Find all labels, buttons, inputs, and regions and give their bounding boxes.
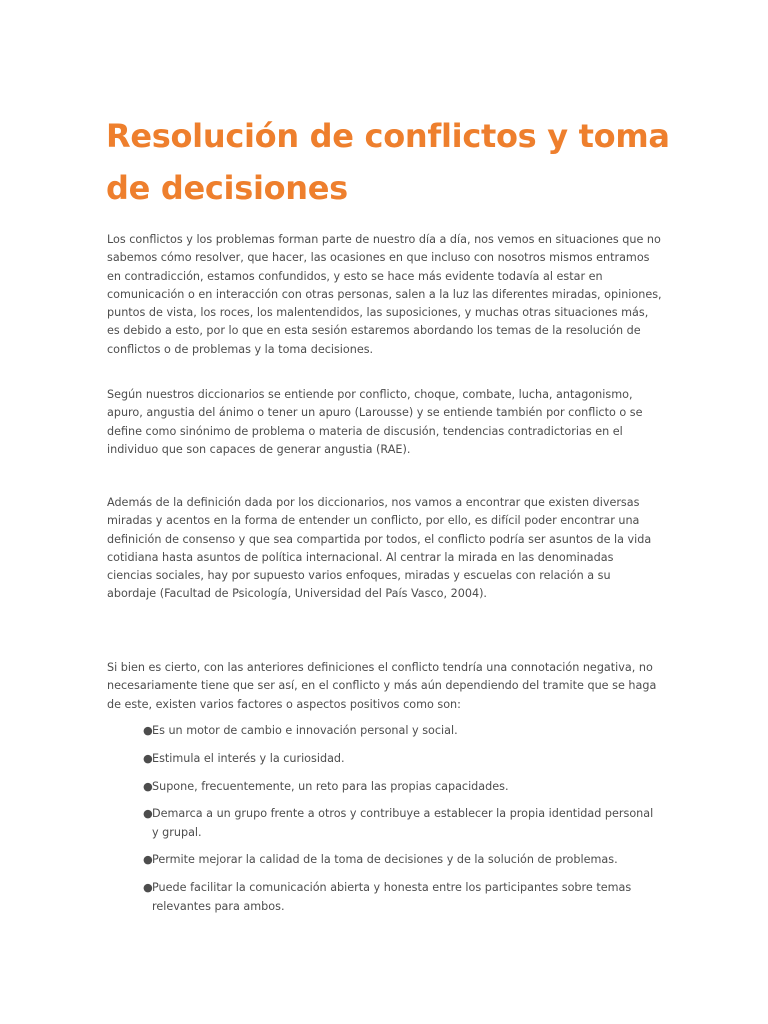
list-item-text: Demarca a un grupo frente a otros y contribuye a establecer la propia identidad personal y grupal. (152, 807, 654, 839)
document-title: Resolución de conflictos y toma de decisiones (106, 117, 670, 207)
bullet-icon: ● (143, 807, 153, 821)
paragraph-positive-aspects: Si bien es cierto, con las anteriores definiciones el conflicto tendría una connotación negativa, no necesariamente tiene que ser así, en el conflicto y más aún dependiendo del tramite que se haga de este, existen varios factores o aspectos positivos como son: (107, 661, 657, 711)
paragraph-perspectives: Además de la definición dada por los diccionarios, nos vamos a encontrar que existen diversas miradas y acentos en la forma de entender un conflicto, por ello, es difícil poder encontrar una definición de consenso y que sea compartida por todos, el conflicto podría ser asuntos de la vida cotidiana hasta asuntos de política internacional. Al centrar la mirada en las denominadas ciencias sociales, hay por supuesto varios enfoques, miradas y escuelas con relación a su abordaje (Facultad de Psicología, Universidad del País Vasco, 2004). (107, 496, 652, 601)
bullet-icon: ● (143, 853, 153, 867)
list-item (143, 805, 663, 842)
bullet-icon: ● (143, 751, 153, 765)
list-item (143, 722, 663, 740)
bullet-icon: ● (143, 779, 153, 793)
list-item-text: Puede facilitar la comunicación abierta y honesta entre los participantes sobre temas relevantes para ambos. (152, 881, 632, 913)
list-item-text: Permite mejorar la calidad de la toma de decisiones y de la solución de problemas. (152, 853, 618, 867)
list-item (143, 778, 663, 796)
list-item (143, 851, 663, 869)
paragraph-definition: Según nuestros diccionarios se entiende por conflicto, choque, combate, lucha, antagonismo, apuro, angustia del ánimo o tener un apuro (Larousse) y se entiende también por conflicto o se define como sinónimo de problema o materia de discusión, tendencias contradictorias en el individuo que son capaces de generar angustia (RAE). (107, 388, 643, 456)
list-item-text: Es un motor de cambio e innovación personal y social. (152, 724, 458, 737)
list-item-text: Estimula el interés y la curiosidad. (152, 751, 345, 765)
bullet-icon: ● (143, 881, 153, 895)
paragraph-intro: Los conflictos y los problemas forman parte de nuestro día a día, nos vemos en situaciones que no sabemos cómo resolver, que hacer, las ocasiones en que incluso con nosotros mismos entramos en contradicción, estamos confundidos, y esto se hace más evidente todavía al estar en comunicación o en interacción con otras personas, salen a la luz las diferentes miradas, opiniones, puntos de vista, los roces, los malentendidos, las suposiciones, y muchas otras situaciones más, es debido a esto, por lo que en esta sesión estaremos abordando los temas de la resolución de conflictos o de problemas y la toma decisiones. (107, 233, 662, 356)
list-item (143, 750, 663, 768)
positive-aspects-list (143, 722, 663, 925)
bullet-icon: ● (143, 724, 153, 737)
list-item (143, 879, 663, 916)
list-item-text: Supone, frecuentemente, un reto para las propias capacidades. (152, 779, 509, 793)
